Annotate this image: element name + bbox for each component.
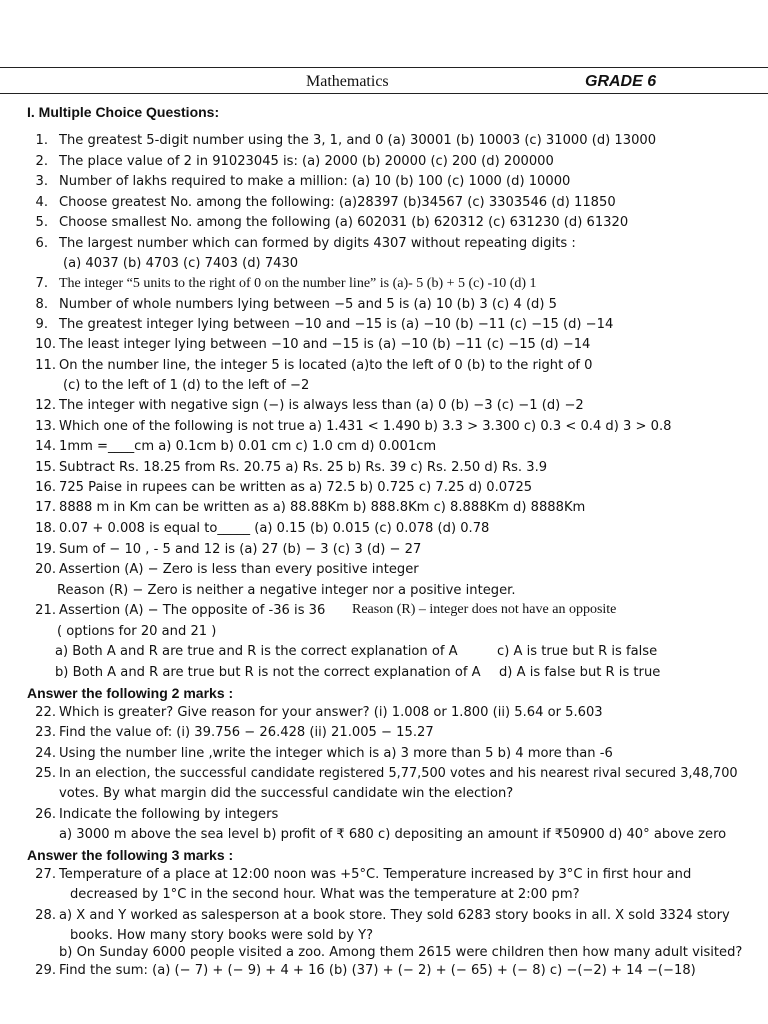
option-b: b) Both A and R are true but R is not the correct explanation of A: [55, 665, 481, 680]
question-26-parts: a) 3000 m above the sea level b) profit of ₹ 680 c) depositing an amount if ₹50900 d) 40° above zero: [59, 827, 727, 842]
question-25-cont: votes. By what margin did the successful candidate win the election?: [59, 786, 514, 801]
option-d: d) A is false but R is true: [499, 665, 661, 680]
option-c: c) A is true but R is false: [497, 644, 658, 659]
option-a: a) Both A and R are true and R is the correct explanation of A: [55, 644, 458, 659]
header-rule: [0, 93, 768, 94]
question-28-part-b: b) On Sunday 6000 people visited a zoo. Among them 2615 were children then how many adult visited?: [59, 945, 743, 960]
section-mcq-heading: I. Multiple Choice Questions:: [27, 104, 220, 120]
top-rule: [0, 67, 768, 68]
question-11-options: (c) to the left of 1 (d) to the left of −2: [63, 378, 310, 393]
question-28-cont: books. How many story books were sold by Y?: [70, 928, 374, 943]
options-note: ( options for 20 and 21 ): [57, 624, 217, 639]
section-three-marks-heading: Answer the following 3 marks :: [27, 847, 234, 863]
grade-label: GRADE 6: [585, 73, 657, 90]
section-two-marks-heading: Answer the following 2 marks :: [27, 685, 234, 701]
subject-title: Mathematics: [306, 73, 389, 90]
question-6-options: (a) 4037 (b) 4703 (c) 7403 (d) 7430: [63, 256, 299, 271]
question-27-cont: decreased by 1°C in the second hour. What was the temperature at 2:00 pm?: [70, 887, 580, 902]
question-20-reason: Reason (R) − Zero is neither a negative integer nor a positive integer.: [57, 583, 516, 598]
